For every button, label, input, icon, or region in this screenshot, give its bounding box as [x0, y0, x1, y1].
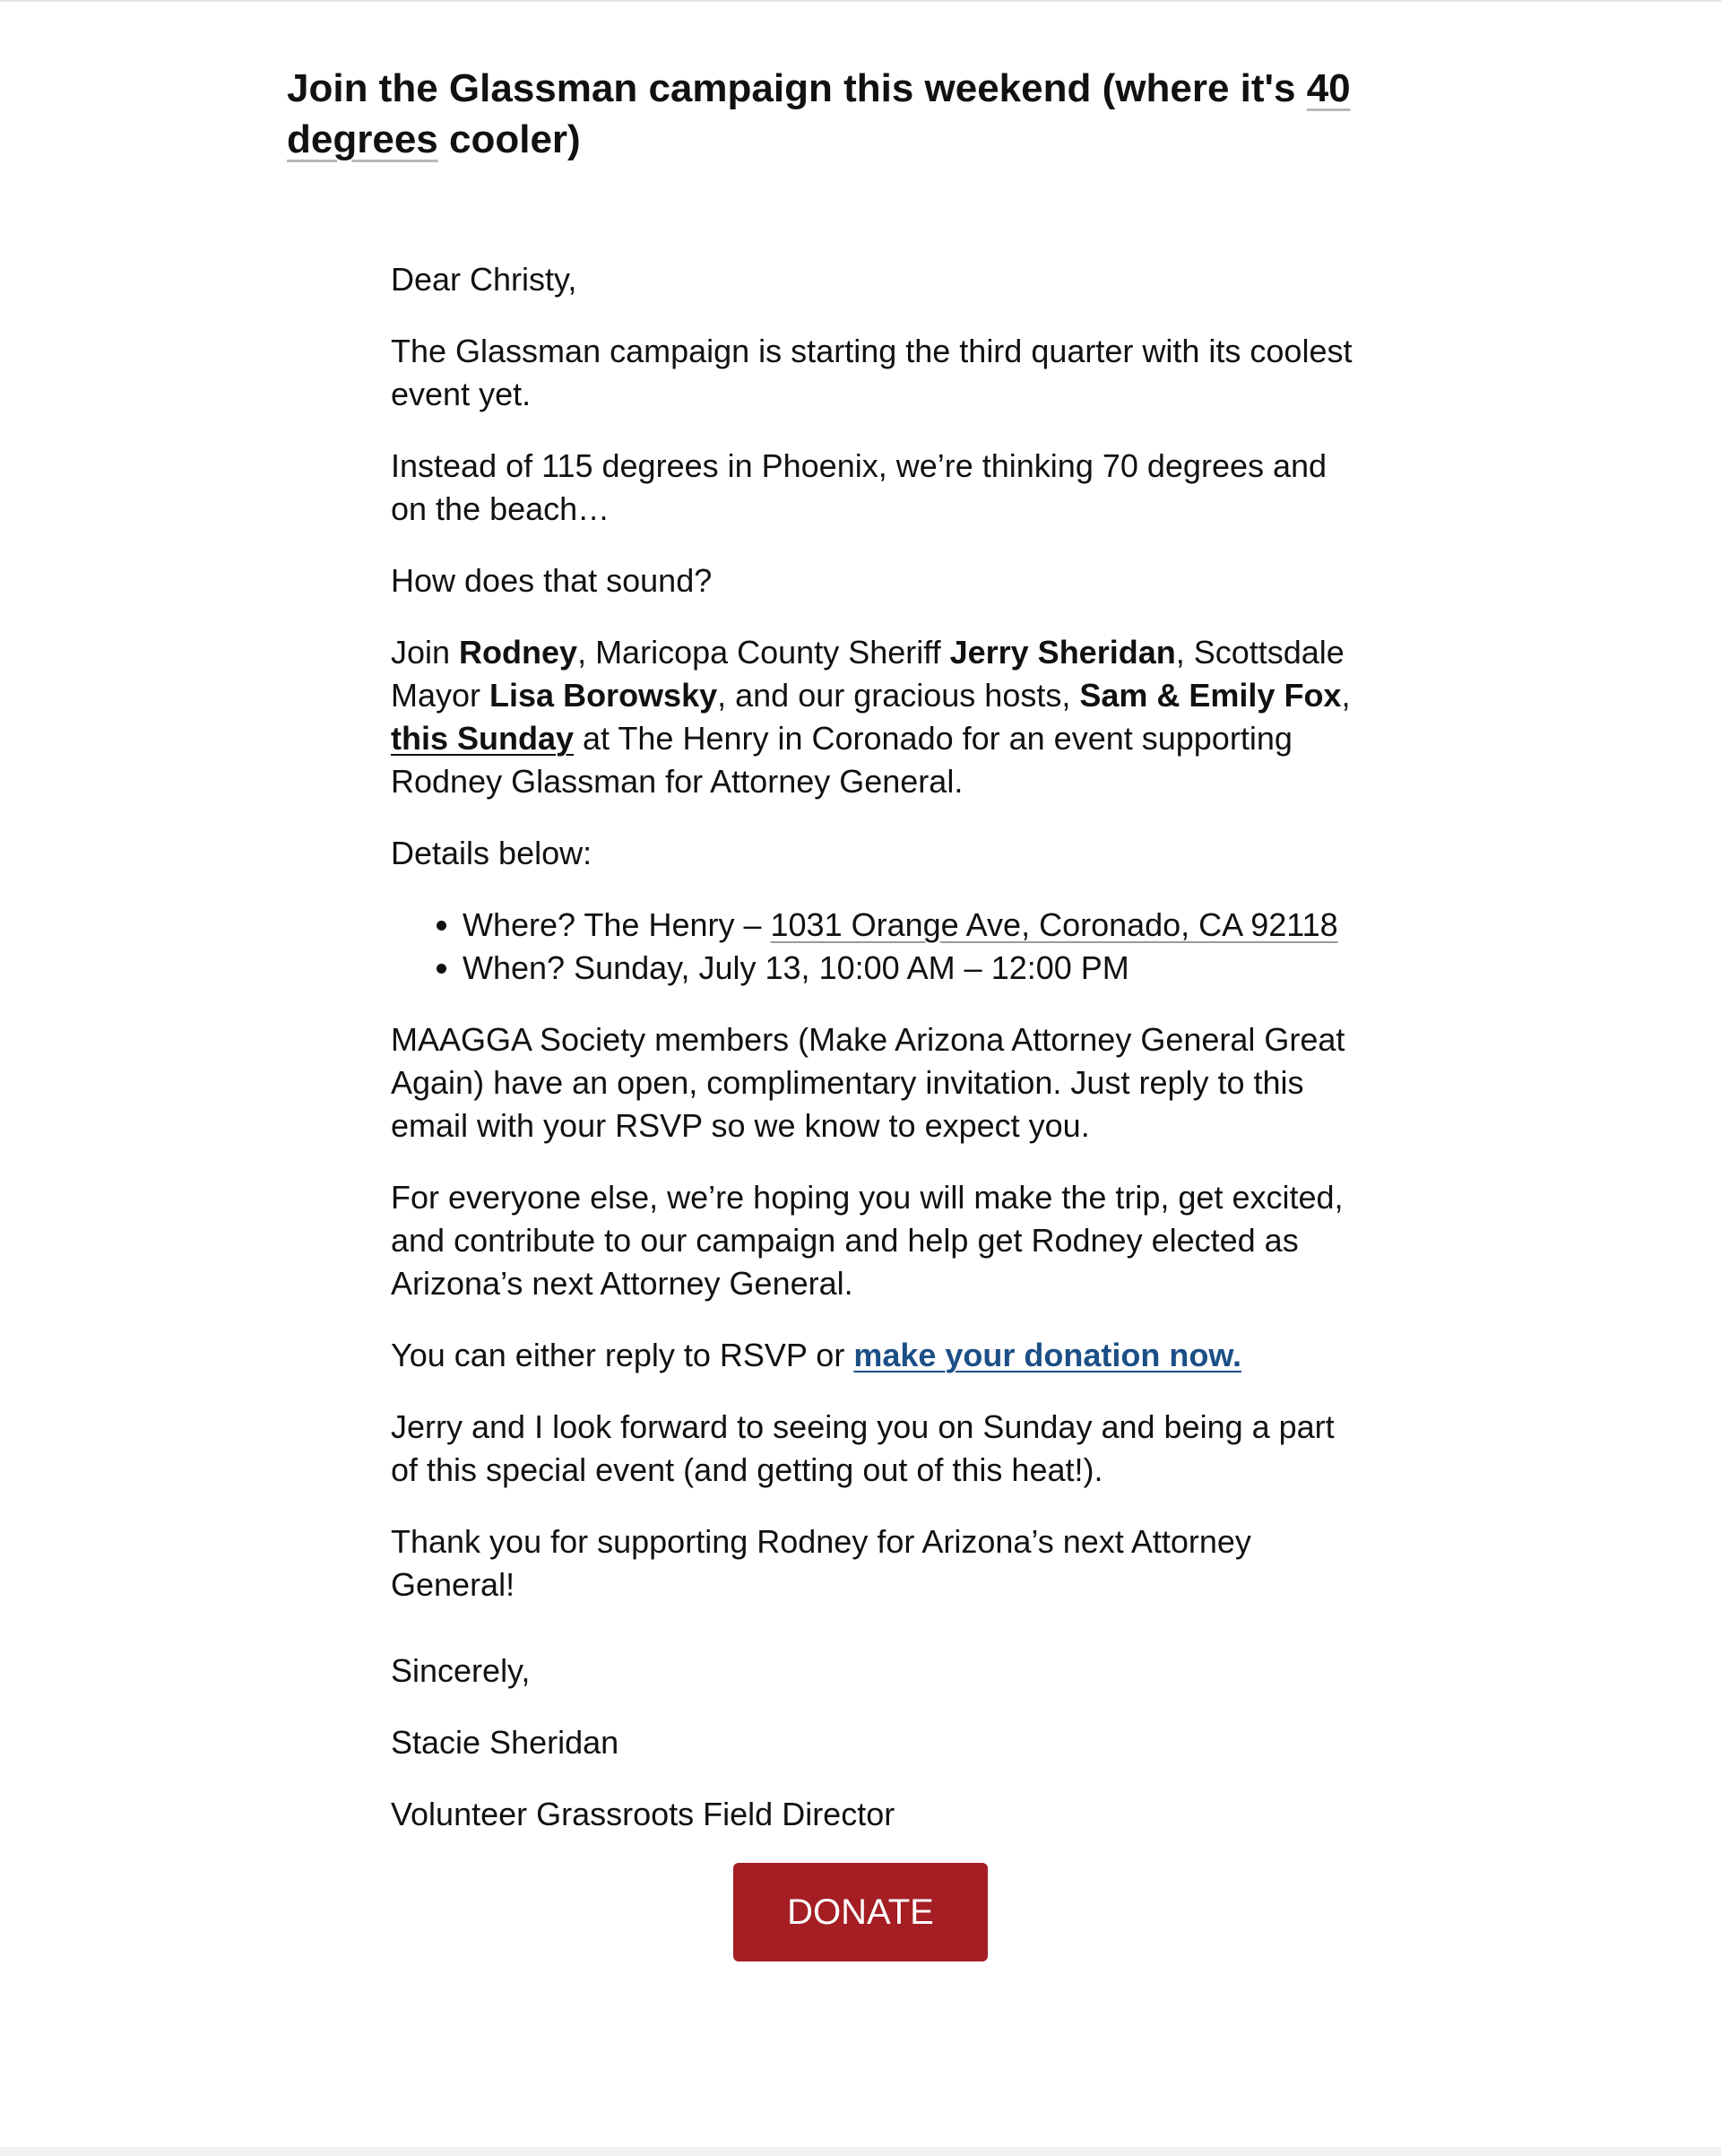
signature-name: Stacie Sheridan: [391, 1724, 619, 1761]
signature-title: Volunteer Grassroots Field Director: [391, 1796, 895, 1832]
paragraph-join: [391, 631, 1368, 803]
join-text: , Scottsdale Mayor: [391, 634, 1345, 714]
subject-text-before: Join the Glassman campaign this weekend (where it's: [287, 66, 1307, 110]
join-text: Join: [391, 634, 460, 671]
bottom-band: [0, 2147, 1721, 2156]
donate-button[interactable]: DONATE: [733, 1863, 988, 1961]
details-label: Details below:: [391, 835, 592, 871]
paragraph-rsvp: [391, 1334, 1368, 1377]
details-list: [391, 904, 1368, 990]
subject-text-after: cooler): [437, 117, 581, 161]
subject-data-detector-link[interactable]: 40 degrees: [287, 66, 1351, 161]
paragraph-intro: The Glassman campaign is starting the third quarter with its coolest event yet.: [391, 333, 1353, 412]
name-sam-emily-fox: Sam & Emily Fox: [1079, 677, 1342, 714]
paragraph-everyone: For everyone else, we’re hoping you will make the trip, get excited, and contribute to our campaign and help get Rodney elected as Arizona’s next Attorney General.: [391, 1179, 1344, 1302]
paragraph-maagga: MAAGGA Society members (Make Arizona Attorney General Great Again) have an open, complimentary invitation. Just reply to this email with your RSVP so we know to expect you.: [391, 1021, 1345, 1144]
this-sunday-date-link[interactable]: this Sunday: [391, 720, 575, 757]
address-link[interactable]: 1031 Orange Ave, Coronado, CA 92118: [770, 906, 1338, 943]
paragraph-weather: Instead of 115 degrees in Phoenix, we’re thinking 70 degrees and on the beach…: [391, 447, 1328, 527]
paragraph-look-forward: Jerry and I look forward to seeing you on Sunday and being a part of this special event (and getting out of this heat!).: [391, 1408, 1335, 1488]
paragraph-thanks: Thank you for supporting Rodney for Arizona’s next Attorney General!: [391, 1523, 1251, 1603]
paragraph-question: How does that sound?: [391, 562, 713, 599]
join-text: , and our gracious hosts,: [717, 677, 1080, 714]
donation-link[interactable]: make your donation now.: [853, 1337, 1242, 1373]
email-body: [391, 258, 1368, 1865]
join-text: at The Henry in Coronado for an event supporting Rodney Glassman for Attorney General.: [391, 720, 1293, 800]
join-text: , Maricopa County Sheriff: [577, 634, 950, 671]
top-divider: [0, 0, 1721, 2]
rsvp-text: You can either reply to RSVP or: [391, 1337, 854, 1373]
email-subject: [287, 63, 1362, 165]
list-item-when: • When? Sunday, July 13, 10:00 AM – 12:00 PM: [463, 947, 1368, 990]
name-lisa-borowsky: Lisa Borowsky: [489, 677, 718, 714]
where-label: Where? The Henry –: [463, 906, 771, 943]
greeting: Dear Christy,: [391, 261, 577, 298]
join-text: ,: [1341, 677, 1351, 714]
donate-button-container: [0, 1863, 1721, 1961]
closing: Sincerely,: [391, 1652, 531, 1689]
name-rodney: Rodney: [459, 634, 578, 671]
list-item-where: [463, 904, 1368, 947]
name-jerry-sheridan: Jerry Sheridan: [949, 634, 1176, 671]
